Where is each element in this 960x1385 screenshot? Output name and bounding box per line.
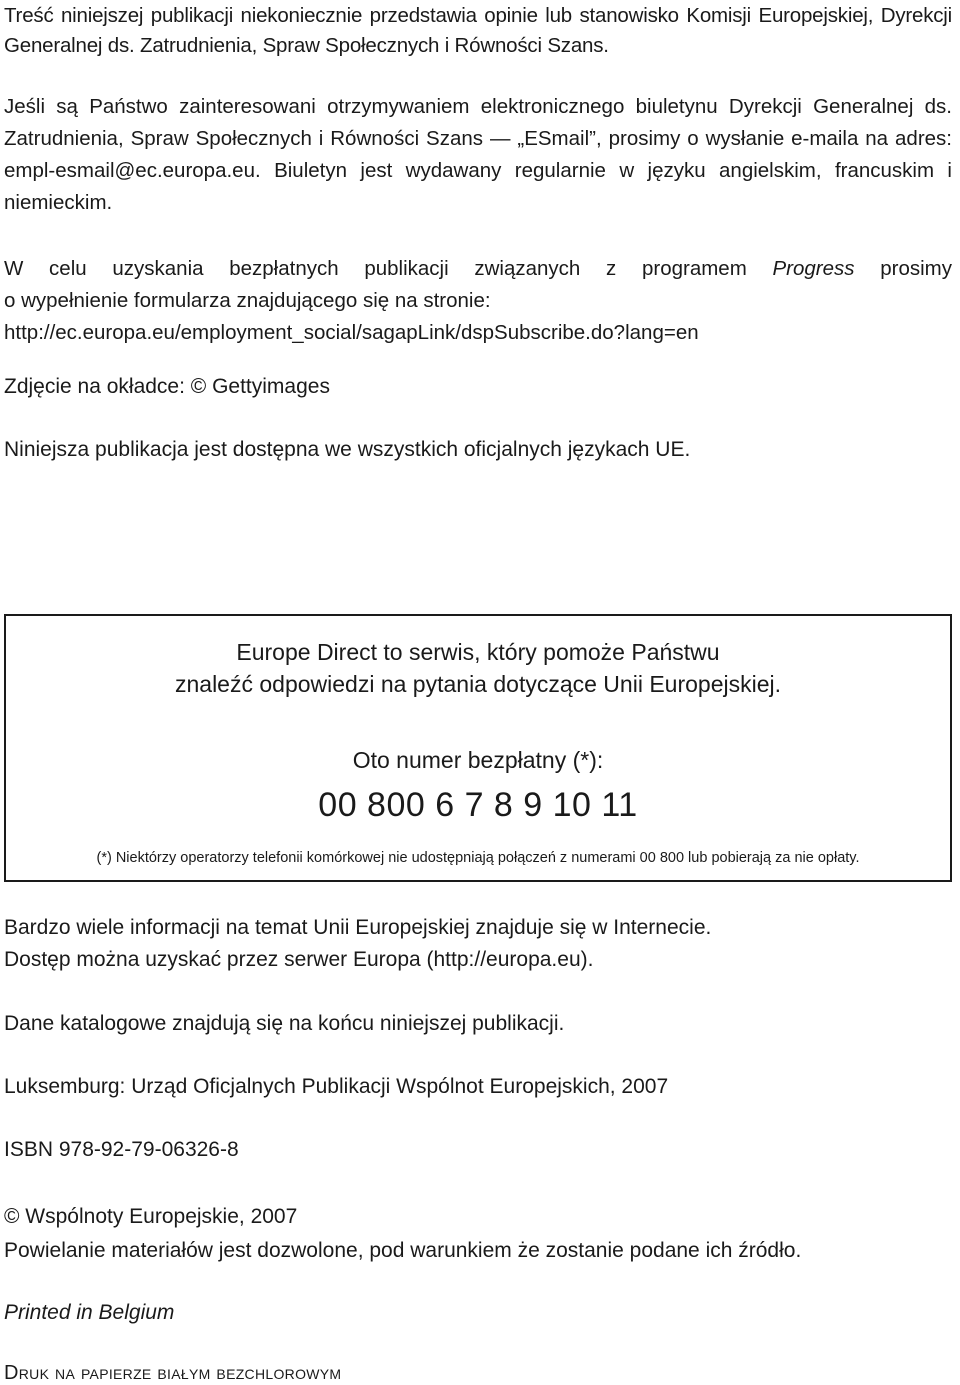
- paper-note: Druk na papierze białym bezchlorowym: [4, 1362, 342, 1384]
- progress-line-1: [4, 253, 952, 285]
- isbn: ISBN 978-92-79-06326-8: [4, 1138, 239, 1161]
- publisher-line: Luksemburg: Urząd Oficjalnych Publikacji Wspólnot Europejskich, 2007: [4, 1075, 669, 1098]
- europe-direct-line-2: znaleźć odpowiedzi na pytania dotyczące Unii Europejskiej.: [174, 671, 781, 697]
- progress-line-2: o wypełnienie formularza znajdującego się na stronie:: [4, 289, 491, 312]
- copyright-block: [4, 1200, 952, 1268]
- mobile-operators-note: (*) Niektórzy operatorzy telefonii komórkowej nie udostępniają połączeń z numerami 00 800 lub pobierają za nie opłaty.: [96, 850, 860, 866]
- internet-line-2: Dostęp można uzyskać przez serwer Europa (http://europa.eu).: [4, 948, 594, 971]
- cover-photo-credit: Zdjęcie na okładce: © Gettyimages: [4, 375, 330, 398]
- progress-paragraph: [4, 253, 952, 349]
- disclaimer-paragraph: Treść niniejszej publikacji niekoniecznie przedstawia opinie lub stanowisko Komisji Europejskiej, Dyrekcji Generalnej ds. Zatrudnienia, Spraw Społecznych i Równości Szans.: [4, 4, 952, 57]
- esmail-paragraph: Jeśli są Państwo zainteresowani otrzymywaniem elektronicznego biuletynu Dyrekcji Generalnej ds. Zatrudnienia, Spraw Społecznych i Równości Szans — „ESmail”, prosimy o wysłanie e-maila na adres: empl-esmail@ec.europa.eu. Biuletyn jest wydawany regularnie w języku angielskim, francuskim i niemieckim.: [4, 95, 952, 214]
- copyright-line: © Wspólnoty Europejskie, 2007: [4, 1205, 298, 1228]
- internet-line-1: Bardzo wiele informacji na temat Unii Europejskiej znajduje się w Internecie.: [4, 916, 712, 939]
- printed-in: Printed in Belgium: [4, 1301, 175, 1324]
- languages-note: Niniejsza publikacja jest dostępna we wszystkich oficjalnych językach UE.: [4, 438, 691, 461]
- free-number-label: Oto numer bezpłatny (*):: [352, 747, 604, 773]
- progress-url: http://ec.europa.eu/employment_social/sagapLink/dspSubscribe.do?lang=en: [4, 321, 699, 344]
- internet-info: [4, 912, 952, 976]
- progress-program-name: Progress: [772, 257, 855, 280]
- catalog-note: Dane katalogowe znajdują się na końcu niniejszej publikacji.: [4, 1012, 565, 1035]
- free-phone-number: 00 800 6 7 8 9 10 11: [318, 786, 638, 824]
- progress-text-after: prosimy: [854, 257, 952, 280]
- europe-direct-line-1: Europe Direct to serwis, który pomoże Państwu: [236, 639, 720, 665]
- europe-direct-box: [4, 614, 952, 882]
- progress-text-before: W celu uzyskania bezpłatnych publikacji związanych z programem: [4, 257, 773, 280]
- reproduction-note: Powielanie materiałów jest dozwolone, pod warunkiem że zostanie podane ich źródło.: [4, 1239, 802, 1262]
